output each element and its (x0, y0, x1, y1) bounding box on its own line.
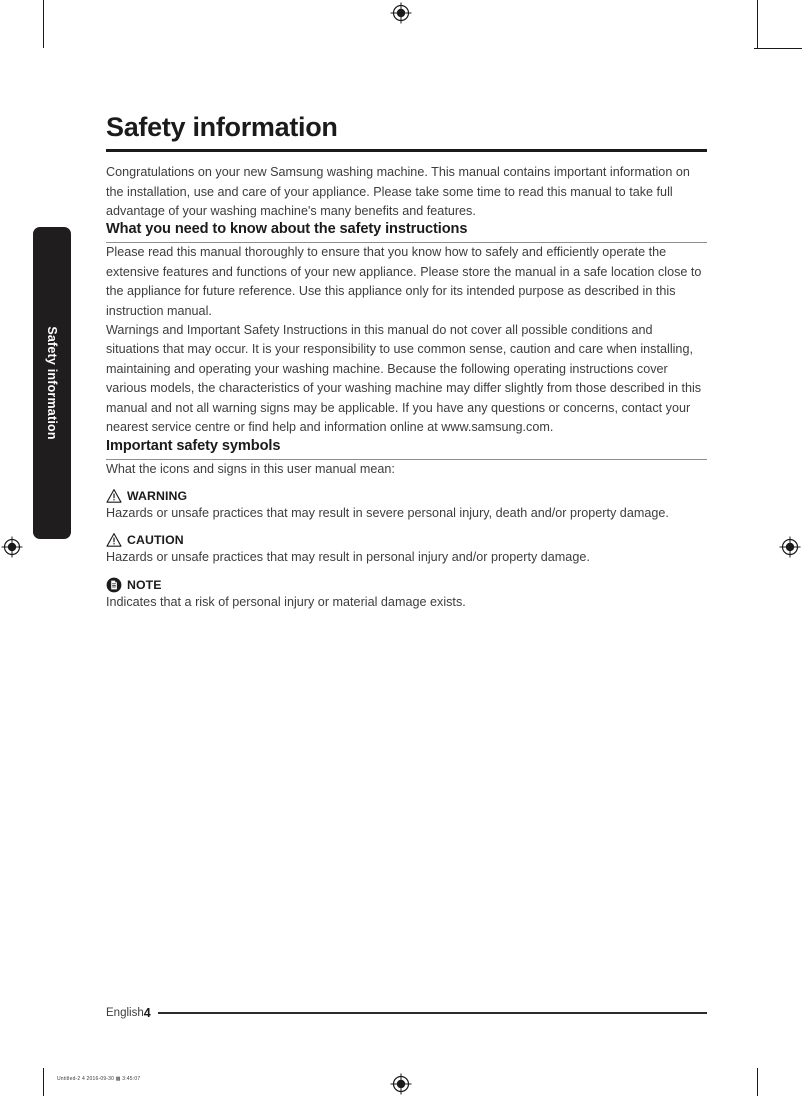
intro-paragraph: Congratulations on your new Samsung washing machine. This manual contains important information on the installation, use and care of your appliance. Please take some time to read this manual to take full advantage of your washing machine's many benefits and features. (106, 165, 690, 219)
crop-mark-top-right (757, 0, 758, 48)
chapter-side-tab-label: Safety information (45, 326, 59, 440)
print-info-line: Untitled-2 4 2016-09-30 ▩ 3:45:07 (57, 1076, 141, 1082)
page-content (106, 0, 707, 612)
symbol-entry-caution (106, 532, 707, 548)
chapter-side-tab (33, 227, 71, 539)
symbol-label-note: NOTE (127, 577, 162, 592)
safety-symbols-lead: What the icons and signs in this user manual mean: (106, 461, 395, 476)
registration-mark-left (1, 536, 23, 558)
symbol-description-warning: Hazards or unsafe practices that may result in severe personal injury, death and/or property damage. (106, 505, 669, 520)
crop-mark-bottom-right (757, 1068, 758, 1096)
warning-triangle-icon (106, 532, 122, 548)
section-heading-safety-instructions: What you need to know about the safety instructions (106, 221, 468, 238)
crop-mark-right-top (754, 48, 802, 49)
safety-instructions-paragraph-1: Please read this manual thoroughly to ensure that you know how to safely and efficiently operate the extensive features and functions of your new appliance. Please store the manual in a safe location close to the appliance for future reference. Use this appliance only for its intended purpose as described in this instruction manual. (106, 245, 702, 318)
symbol-label-warning: WARNING (127, 488, 188, 503)
symbol-entry-note (106, 577, 707, 593)
warning-triangle-icon (106, 488, 122, 504)
note-document-icon (106, 577, 122, 593)
section-heading-safety-symbols: Important safety symbols (106, 437, 281, 454)
registration-mark-right (779, 536, 801, 558)
crop-mark-bottom-left (43, 1068, 44, 1096)
symbol-label-caution: CAUTION (127, 533, 184, 548)
safety-instructions-paragraph-2: Warnings and Important Safety Instructions in this manual do not cover all possible conditions and situations that may occur. It is your responsibility to use common sense, caution and care when installing, maintaining and operating your washing machine. Because the following operating instructions cover various models, the characteristics of your washing machine may differ slightly from those described in this manual and not all warning signs may be applicable. If you have any questions or concerns, contact your nearest service centre or find help and information online at www.samsung.com. (106, 323, 702, 435)
symbol-entry-warning (106, 488, 707, 504)
footer-page-number: 4 (143, 1006, 151, 1020)
symbol-description-note: Indicates that a risk of personal injury or material damage exists. (106, 594, 466, 609)
footer-language-label: English (106, 1007, 144, 1019)
registration-mark-bottom (390, 1073, 412, 1095)
page-title: Safety information (106, 112, 338, 142)
page-footer (106, 1006, 707, 1020)
crop-mark-top-left (43, 0, 44, 48)
symbol-description-caution: Hazards or unsafe practices that may result in personal injury and/or property damage. (106, 550, 590, 565)
footer-divider (158, 1012, 707, 1014)
